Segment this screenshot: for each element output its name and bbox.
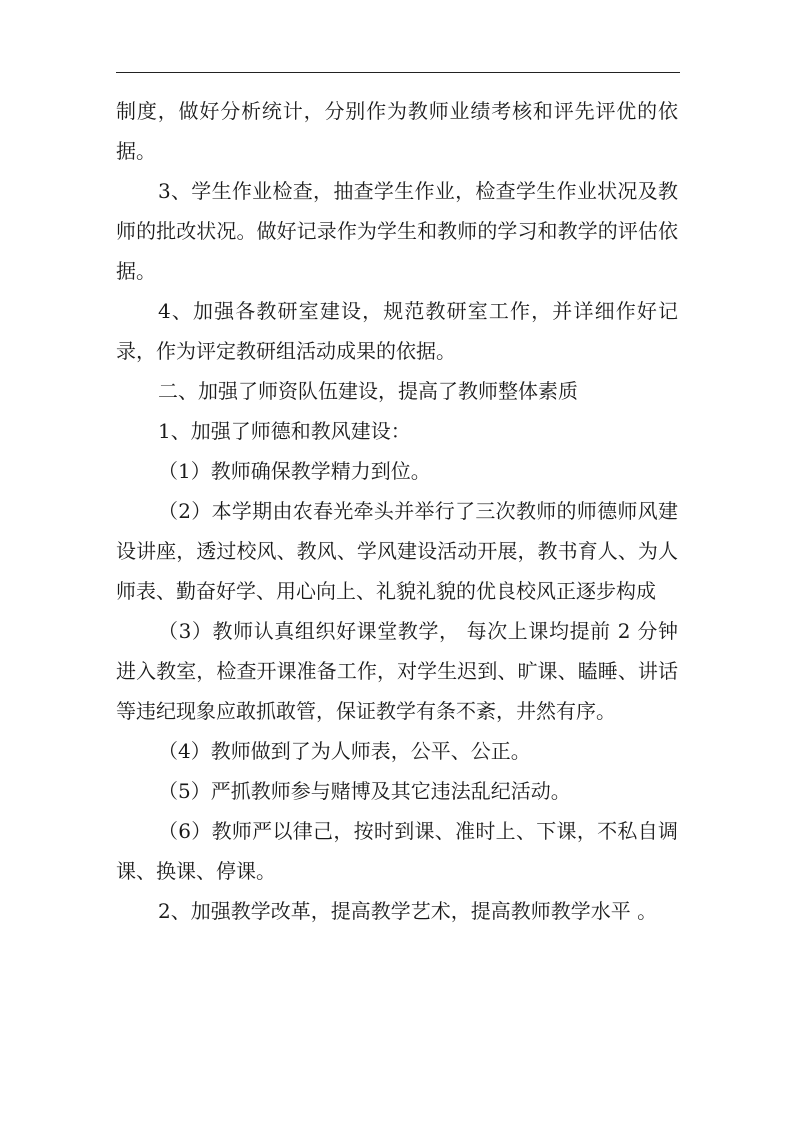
paragraph-continuation: 制度，做好分析统计，分别作为教师业绩考核和评先评优的依据。: [116, 99, 678, 163]
subheading-ethics: 1、加强了师德和教风建设：: [158, 419, 411, 443]
subheading-teaching-reform: 2、加强教学改革，提高教学艺术，提高教师教学水平 。: [158, 899, 658, 923]
document-body: [116, 91, 678, 931]
paragraph-homework-check: 3、学生作业检查，抽查学生作业，检查学生作业状况及教师的批改状况。做好记录作为学生和教师的学习和教学的评估依据。: [116, 179, 678, 283]
list-item-1: （1）教师确保教学精力到位。: [158, 459, 431, 483]
header-rule: [116, 72, 680, 73]
list-item-4: （4）教师做到了为人师表，公平、公正。: [158, 739, 531, 763]
paragraph-research-office: 4、加强各教研室建设，规范教研室工作，并详细作好记录，作为评定教研组活动成果的依据。: [116, 299, 678, 363]
list-item-3: （3）教师认真组织好课堂教学， 每次上课均提前 2 分钟进入教室，检查开课准备工作，对学生迟到、旷课、瞌睡、讲话等违纪现象应敢抓敢管，保证教学有条不紊，井然有序。: [116, 619, 678, 723]
list-item-6: （6）教师严以律己，按时到课、准时上、下课，不私自调课、换课、停课。: [116, 819, 678, 883]
section-heading-faculty: 二、加强了师资队伍建设，提高了教师整体素质: [158, 379, 578, 403]
list-item-2: （2）本学期由农春光牵头并举行了三次教师的师德师风建设讲座，透过校风、教风、学风建设活动开展，教书育人、为人师表、勤奋好学、用心向上、礼貌礼貌的优良校风正逐步构成: [116, 499, 678, 603]
list-item-5: （5）严抓教师参与赌博及其它违法乱纪活动。: [158, 779, 571, 803]
